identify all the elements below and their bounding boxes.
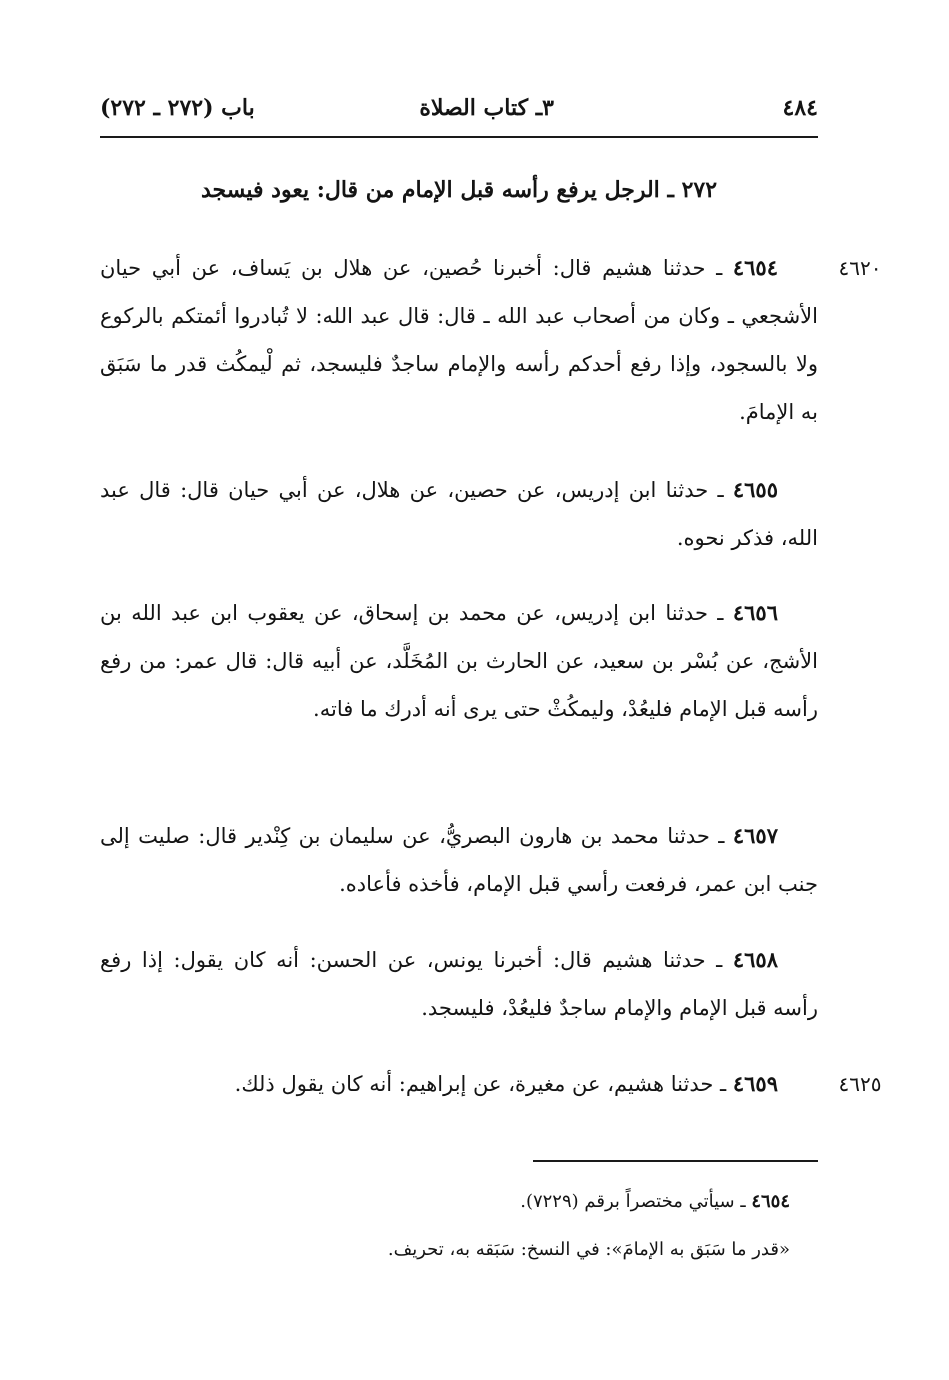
hadith-text: ـ حدثنا ابن إدريس، عن حصين، عن هلال، عن أبي حيان قال: قال عبد الله، فذكر نحوه. bbox=[100, 478, 818, 550]
footnote-text: «قدر ما سَبَق به الإمامَ»: في النسخ: سَبَقه به، تحريف. bbox=[387, 1239, 790, 1260]
running-header bbox=[100, 88, 818, 128]
footnote bbox=[100, 1232, 818, 1268]
margin-number: ٤٦٢٠ bbox=[838, 256, 882, 280]
hadith-entry bbox=[100, 244, 818, 436]
book-title: ٣ـ كتاب الصلاة bbox=[419, 95, 554, 121]
hadith-text: ـ حدثنا هشيم قال: أخبرنا حُصين، عن هلال بن يَساف، عن أبي حيان الأشجعي ـ وكان من أصحاب عبد الله ـ قال: قال عبد الله: لا تُبادروا أئمتكم بالركوع ولا بالسجود، وإذا رفع أحدكم رأسه والإمام ساجدٌ فليسجد، ثم لْيمكُث قدر ما سَبَق به الإمامَ. bbox=[100, 256, 818, 424]
page-number: ٤٨٤ bbox=[782, 95, 818, 121]
footnote-number: ٤٦٥٤ bbox=[751, 1191, 790, 1212]
hadith-text: ـ حدثنا هشيم، عن مغيرة، عن إبراهيم: أنه كان يقول ذلك. bbox=[234, 1072, 727, 1096]
margin-number: ٤٦٢٥ bbox=[838, 1072, 882, 1096]
hadith-number: ٤٦٥٦ bbox=[732, 600, 778, 625]
hadith-number: ٤٦٥٨ bbox=[732, 947, 778, 972]
hadith-number: ٤٦٥٩ bbox=[732, 1071, 778, 1096]
hadith-text: ـ حدثنا ابن إدريس، عن محمد بن إسحاق، عن يعقوب ابن عبد الله بن الأشج، عن بُسْر بن سعيد، عن الحارث بن المُخَلَّد، عن أبيه قال: قال عمر: من رفع رأسه قبل الإمام فليعُدْ، وليمكُثْ حتى يرى أنه أدرك ما فاته. bbox=[100, 601, 818, 721]
header-divider bbox=[100, 136, 818, 138]
hadith-entry bbox=[100, 936, 818, 1032]
hadith-entry bbox=[100, 589, 818, 733]
hadith-number: ٤٦٥٤ bbox=[732, 255, 778, 280]
chapter-title: ٢٧٢ ـ الرجل يرفع رأسه قبل الإمام من قال: يعود فيسجد bbox=[200, 177, 718, 203]
footnote-text: ـ سيأتي مختصراً برقم (٧٢٢٩). bbox=[520, 1191, 746, 1212]
hadith-number: ٤٦٥٧ bbox=[732, 823, 778, 848]
hadith-number: ٤٦٥٥ bbox=[732, 477, 778, 502]
hadith-entry bbox=[100, 466, 818, 562]
hadith-entry bbox=[100, 812, 818, 908]
chapter-range: باب (٢٧٢ ـ ٢٧٢) bbox=[100, 95, 255, 121]
footnote bbox=[100, 1184, 818, 1220]
hadith-text: ـ حدثنا هشيم قال: أخبرنا يونس، عن الحسن: أنه كان يقول: إذا رفع رأسه قبل الإمام والإمام ساجدٌ فليعُدْ، فليسجد. bbox=[100, 948, 818, 1020]
footnote-divider bbox=[533, 1160, 818, 1162]
hadith-text: ـ حدثنا محمد بن هارون البصريُّ، عن سليمان بن كِنْدير قال: صليت إلى جنب ابن عمر، فرفعت رأسي قبل الإمام، فأخذه فأعاده. bbox=[100, 824, 818, 896]
hadith-entry bbox=[100, 1060, 818, 1108]
